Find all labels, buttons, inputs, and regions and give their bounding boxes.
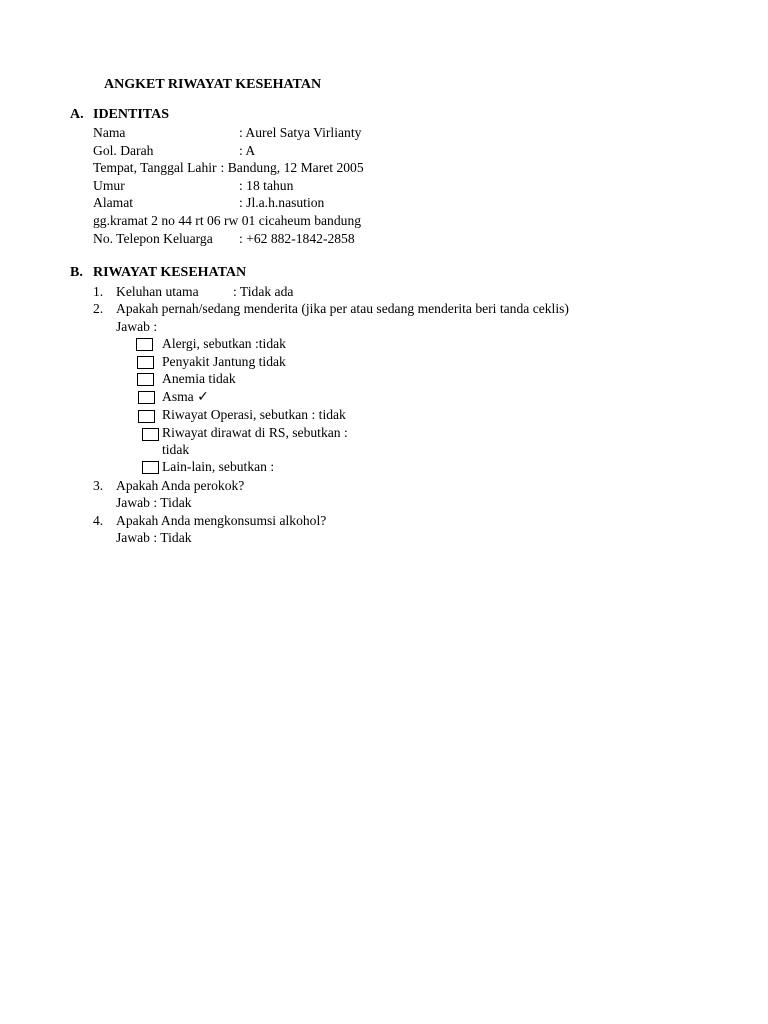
checkbox-dirawat[interactable] — [142, 428, 159, 441]
checkbox-asma[interactable] — [138, 391, 155, 404]
checkbox-anemia[interactable] — [137, 373, 154, 386]
question-label: Keluhan utama — [116, 284, 199, 299]
checkbox-alergi[interactable] — [136, 338, 153, 351]
field-label: Alamat — [93, 195, 134, 210]
field-telepon — [93, 230, 355, 248]
field-alamat-lanjutan — [93, 212, 361, 230]
field-label: No. Telepon Keluarga — [93, 231, 213, 246]
question-text: Apakah pernah/sedang menderita (jika per atau sedang menderita beri tanda ceklis) — [116, 301, 569, 316]
field-alamat — [93, 194, 324, 212]
checkbox-jantung[interactable] — [137, 356, 154, 369]
question-number: 3. — [93, 478, 104, 493]
field-label: Nama — [93, 125, 126, 140]
field-ttl — [93, 159, 364, 177]
checkbox-lain-lain[interactable] — [142, 461, 159, 474]
question-2-answer-label: Jawab : — [116, 319, 158, 334]
field-value: : Jl.a.h.nasution — [239, 195, 325, 210]
field-umur — [93, 177, 293, 195]
section-a-heading — [70, 106, 169, 124]
field-label: Umur — [93, 178, 125, 193]
checkmark-icon: ✓ — [197, 389, 209, 405]
field-nama — [93, 124, 361, 142]
question-4-answer: Jawab : Tidak — [116, 530, 192, 545]
option-asma-label: Asma — [162, 389, 194, 404]
question-number: 1. — [93, 284, 104, 299]
question-text: Apakah Anda mengkonsumsi alkohol? — [116, 513, 327, 528]
question-number: 2. — [93, 301, 104, 316]
option-lain-lain: Lain-lain, sebutkan : — [162, 459, 275, 474]
section-a-letter: A. — [70, 107, 84, 122]
option-dirawat-continuation: tidak — [162, 442, 190, 457]
question-number: 4. — [93, 513, 104, 528]
section-b-letter: B. — [70, 265, 83, 280]
section-b-heading — [70, 264, 246, 282]
section-b-title: RIWAYAT KESEHATAN — [93, 265, 247, 280]
question-text: Apakah Anda perokok? — [116, 478, 245, 493]
option-operasi: Riwayat Operasi, sebutkan : tidak — [162, 407, 346, 422]
question-2 — [93, 300, 569, 318]
document-title: ANGKET RIWAYAT KESEHATAN — [104, 77, 322, 92]
option-jantung: Penyakit Jantung tidak — [162, 354, 286, 369]
option-asma — [162, 388, 209, 407]
field-label: Tempat, Tanggal Lahir — [93, 160, 217, 175]
field-label: Gol. Darah — [93, 143, 154, 158]
field-value: : +62 882-1842-2858 — [239, 231, 355, 246]
field-value: : Aurel Satya Virlianty — [239, 125, 362, 140]
question-3-answer: Jawab : Tidak — [116, 495, 192, 510]
option-dirawat: Riwayat dirawat di RS, sebutkan : — [162, 425, 348, 440]
field-value: : A — [239, 143, 256, 158]
field-value: : Bandung, 12 Maret 2005 — [220, 160, 364, 175]
option-alergi: Alergi, sebutkan :tidak — [162, 336, 286, 351]
field-gol-darah — [93, 142, 255, 160]
question-1 — [93, 283, 293, 301]
field-value: : 18 tahun — [239, 178, 294, 193]
checkbox-operasi[interactable] — [138, 410, 155, 423]
question-3 — [93, 477, 244, 495]
section-a-title: IDENTITAS — [93, 107, 169, 122]
field-label: gg.kramat 2 no 44 rt 06 rw 01 cicaheum bandung — [93, 213, 362, 228]
question-4 — [93, 512, 326, 530]
question-value: : Tidak ada — [233, 284, 294, 299]
option-anemia: Anemia tidak — [162, 371, 236, 386]
